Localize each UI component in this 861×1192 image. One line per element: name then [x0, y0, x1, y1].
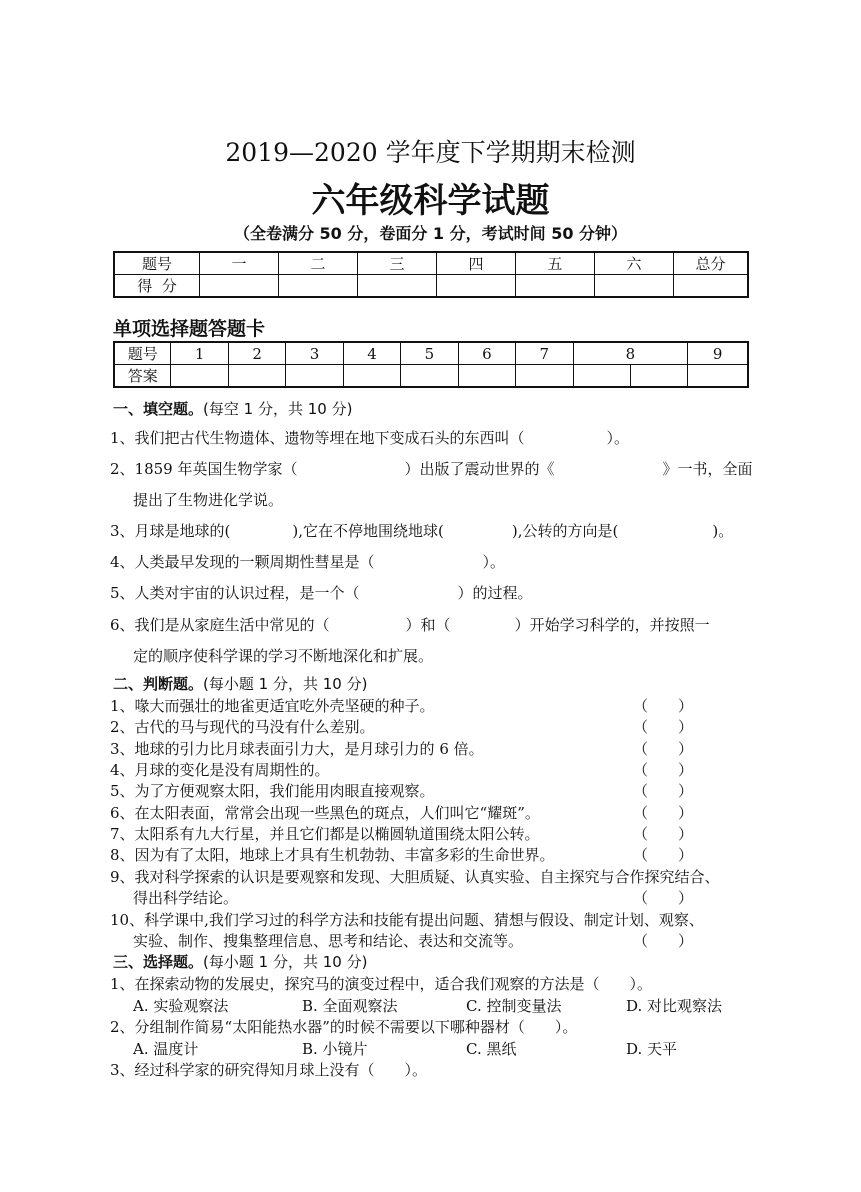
- answer-cell[interactable]: [630, 365, 687, 388]
- answer-cell[interactable]: [228, 365, 285, 388]
- question-number: 4: [343, 342, 400, 365]
- judge-item: 1、喙大而强壮的地雀更适宜吃外壳坚硬的种子。: [110, 697, 435, 715]
- answer-cell[interactable]: [516, 365, 573, 388]
- choice-option-a[interactable]: A. 温度计: [133, 1040, 199, 1058]
- judge-item: 8、因为有了太阳，地球上才具有生机勃勃、丰富多彩的生命世界。: [110, 846, 555, 864]
- choice-option-d[interactable]: D. 天平: [626, 1040, 678, 1058]
- question-number: 1: [171, 342, 228, 365]
- question-text: 3、月球是地球的(: [110, 522, 231, 540]
- answer-cell[interactable]: [573, 365, 630, 388]
- section-fill-in-title: [113, 398, 352, 419]
- exam-instructions: （全卷满分 50 分，卷面分 1 分，考试时间 50 分钟）: [233, 224, 628, 243]
- question-number: 9: [688, 342, 748, 365]
- judge-item: 4、月球的变化是没有周期性的。: [110, 761, 330, 779]
- section-true-false-title: [113, 673, 367, 694]
- question-number: 7: [516, 342, 573, 365]
- judge-answer-paren[interactable]: （ ）: [633, 889, 694, 907]
- question-text: ),公转的方向是(: [511, 522, 619, 540]
- section-choice-title: [113, 951, 367, 972]
- answer-card-number-row: [114, 342, 748, 365]
- answer-cell[interactable]: [688, 365, 748, 388]
- judge-answer-paren[interactable]: （ ）: [633, 825, 694, 843]
- answer-cell[interactable]: [171, 365, 228, 388]
- question-number: 3: [286, 342, 343, 365]
- score-entry[interactable]: [595, 275, 674, 298]
- choice-question-3: 3、经过科学家的研究得知月球上没有（ ）。: [110, 1061, 428, 1079]
- score-cell: 四: [437, 252, 516, 275]
- answer-card-answer-row: [114, 365, 748, 388]
- judge-item: 10、科学课中,我们学习过的科学方法和技能有提出问题、猜想与假设、制定计划、观察、: [110, 911, 704, 929]
- score-cell: 五: [516, 252, 595, 275]
- answer-cell[interactable]: [401, 365, 458, 388]
- choice-option-a[interactable]: A. 实验观察法: [133, 997, 229, 1015]
- judge-answer-paren[interactable]: （ ）: [633, 697, 694, 715]
- judge-item: 7、太阳系有九大行星，并且它们都是以椭圆轨道围绕太阳公转。: [110, 825, 540, 843]
- question-text-continued: 提出了生物进化学说。: [133, 491, 284, 509]
- section-fill-in-note: (每空 1 分，共 10 分): [203, 400, 353, 418]
- answer-card-answer-label: 答案: [114, 365, 171, 388]
- score-cell: 三: [358, 252, 437, 275]
- fill-question-2: [110, 458, 753, 479]
- section-true-false-note: (每小题 1 分，共 10 分): [203, 675, 368, 693]
- score-entry[interactable]: [358, 275, 437, 298]
- score-entry[interactable]: [516, 275, 595, 298]
- choice-question-2: 2、分组制作简易“太阳能热水器”的时候不需要以下哪种器材（ ）。: [110, 1018, 578, 1036]
- question-text: ）开始学习科学的，并按照一: [514, 616, 710, 634]
- question-text: 》一书，全面: [662, 460, 753, 478]
- choice-question-1: 1、在探索动物的发展史，探究马的演变过程中，适合我们观察的方法是（ ）。: [110, 975, 653, 993]
- score-cell: 一: [200, 252, 279, 275]
- fill-question-4: [110, 551, 505, 572]
- score-cell-label: 题号: [114, 252, 200, 275]
- question-text: ）的过程。: [457, 584, 533, 602]
- judge-answer-paren[interactable]: （ ）: [633, 740, 694, 758]
- judge-item-continued: 得出科学结论。: [133, 889, 239, 907]
- question-text: ）出版了震动世界的《: [404, 460, 555, 478]
- score-table: [113, 251, 749, 298]
- exam-title: 2019—2020 学年度下学期期末检测: [225, 138, 636, 167]
- judge-item: 6、在太阳表面，常常会出现一些黑色的斑点，人们叫它“耀斑”。: [110, 804, 540, 822]
- judge-item-continued: 实验、制作、搜集整理信息、思考和结论、表达和交流等。: [133, 932, 524, 950]
- judge-item: 5、为了方便观察太阳，我们能用肉眼直接观察。: [110, 782, 435, 800]
- answer-card-header-label: 题号: [114, 342, 171, 365]
- score-cell: 二: [279, 252, 358, 275]
- score-row-label: 得 分: [114, 275, 200, 298]
- question-text-continued: 定的顺序使科学课的学习不断地深化和扩展。: [133, 647, 434, 665]
- question-number: 6: [458, 342, 515, 365]
- fill-question-5: [110, 582, 533, 603]
- choice-option-c[interactable]: C. 控制变量法: [466, 997, 562, 1015]
- answer-cell[interactable]: [343, 365, 400, 388]
- question-text: ）。: [606, 429, 630, 447]
- judge-answer-paren[interactable]: （ ）: [633, 761, 694, 779]
- score-cell-total: 总分: [674, 252, 749, 275]
- score-entry[interactable]: [279, 275, 358, 298]
- question-text: 5、人类对宇宙的认识过程，是一个（: [110, 584, 360, 602]
- judge-answer-paren[interactable]: （ ）: [633, 932, 694, 950]
- question-text: 1、我们把古代生物遗体、遗物等埋在地下变成石头的东西叫（: [110, 429, 525, 447]
- question-number: 8: [573, 342, 688, 365]
- score-entry[interactable]: [674, 275, 749, 298]
- section-true-false-heading: 二、判断题。: [113, 675, 204, 693]
- score-table-header-row: [114, 252, 748, 275]
- exam-subject-title: 六年级科学试题: [311, 181, 550, 221]
- judge-answer-paren[interactable]: （ ）: [633, 846, 694, 864]
- question-text: )。: [712, 522, 734, 540]
- choice-option-b[interactable]: B. 全面观察法: [302, 997, 398, 1015]
- section-choice-note: (每小题 1 分，共 10 分): [203, 953, 368, 971]
- choice-option-d[interactable]: D. 对比观察法: [626, 997, 723, 1015]
- question-text: 4、人类最早发现的一颗周期性彗星是（: [110, 553, 375, 571]
- question-number: 5: [401, 342, 458, 365]
- question-text: 6、我们是从家庭生活中常见的（: [110, 616, 330, 634]
- judge-answer-paren[interactable]: （ ）: [633, 782, 694, 800]
- judge-item: 9、我对科学探索的认识是要观察和发现、大胆质疑、认真实验、自主探究与合作探究结合、: [110, 868, 720, 886]
- judge-item: 2、古代的马与现代的马没有什么差别。: [110, 718, 375, 736]
- question-text: ),它在不停地围绕地球(: [292, 522, 444, 540]
- question-number: 2: [228, 342, 285, 365]
- answer-card-title: 单项选择题答题卡: [113, 318, 266, 340]
- answer-cell[interactable]: [458, 365, 515, 388]
- judge-answer-paren[interactable]: （ ）: [633, 718, 694, 736]
- fill-question-6: [110, 614, 710, 635]
- answer-card-table: [113, 341, 749, 388]
- question-text: ）。: [482, 553, 506, 571]
- fill-question-3: [110, 520, 733, 541]
- section-fill-in-heading: 一、填空题。: [113, 400, 204, 418]
- score-entry[interactable]: [437, 275, 516, 298]
- score-entry[interactable]: [200, 275, 279, 298]
- score-table-score-row: [114, 275, 748, 298]
- score-cell: 六: [595, 252, 674, 275]
- section-choice-heading: 三、选择题。: [113, 953, 204, 971]
- answer-cell[interactable]: [286, 365, 343, 388]
- question-text: ）和（: [405, 616, 451, 634]
- choice-option-b[interactable]: B. 小镜片: [302, 1040, 368, 1058]
- question-text: 2、1859 年英国生物学家（: [110, 460, 298, 478]
- choice-option-c[interactable]: C. 黑纸: [466, 1040, 517, 1058]
- fill-question-1: [110, 427, 629, 448]
- judge-item: 3、地球的引力比月球表面引力大，是月球引力的 6 倍。: [110, 740, 484, 758]
- judge-answer-paren[interactable]: （ ）: [633, 804, 694, 822]
